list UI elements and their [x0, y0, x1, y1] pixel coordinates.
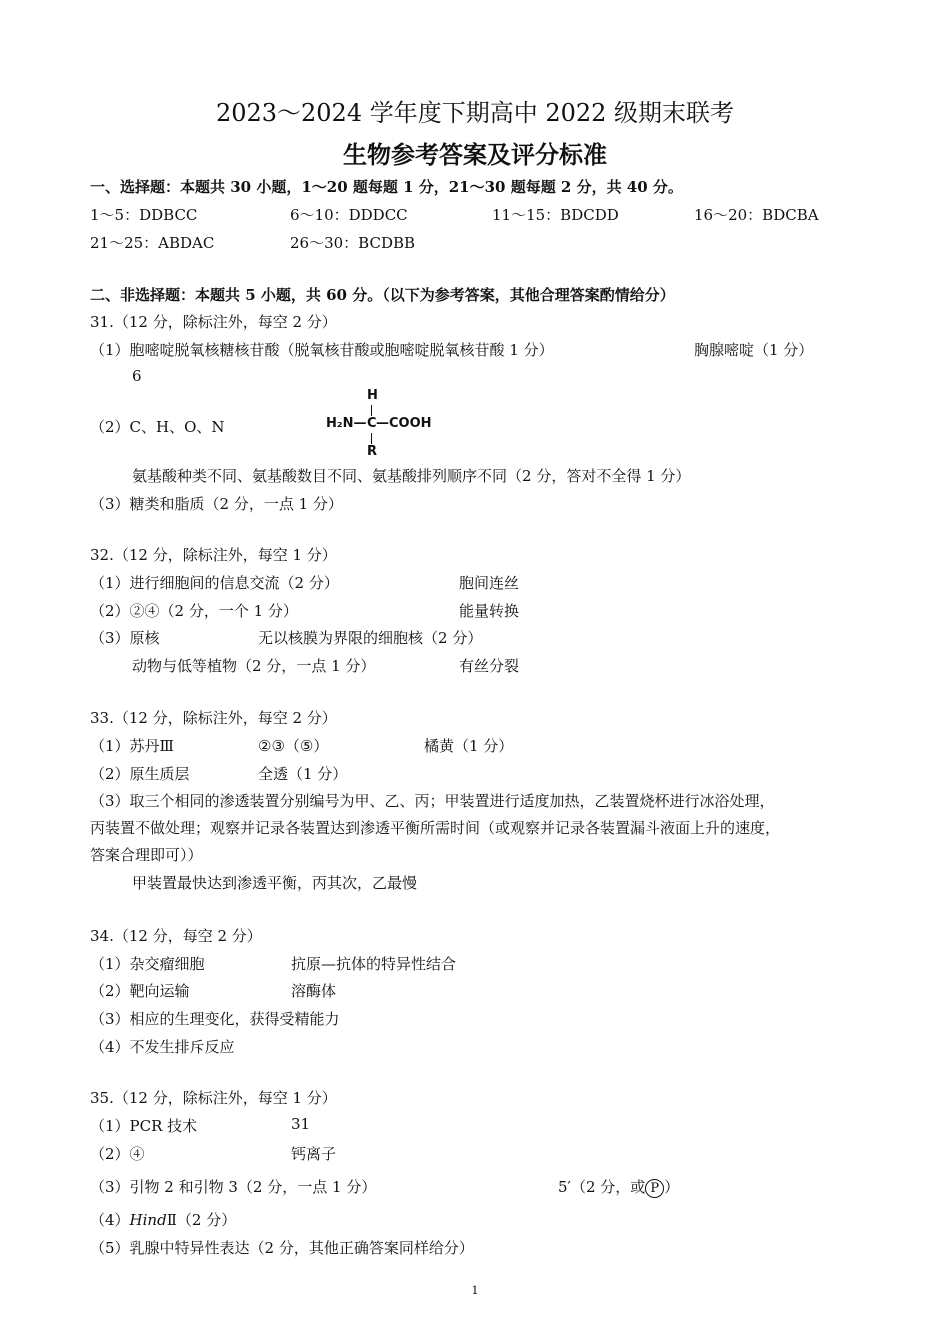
- q35-answer-3b: [558, 1176, 679, 1198]
- page-title-line1: 2023～2024 学年度下期高中 2022 级期末联考: [215, 99, 735, 127]
- answer-group: 1～5：DDBCC: [90, 206, 198, 224]
- section1-heading: 一、选择题：本题共 30 小题，1～20 题每题 1 分，21～30 题每题 2 分，共 40 分。: [90, 178, 683, 196]
- structure-bond-bottom: [371, 433, 372, 444]
- q35-heading: 35.（12 分，除标注外，每空 1 分）: [90, 1089, 337, 1107]
- structure-bond-top: [371, 405, 372, 416]
- q31-answer-2a: （2）C、H、O、N: [90, 418, 225, 436]
- page-title-line2: 生物参考答案及评分标准: [343, 140, 607, 169]
- q35-answer-4-suffix: Ⅱ（2 分）: [166, 1211, 237, 1229]
- q32-answer-1b: 胞间连丝: [459, 574, 520, 592]
- q35-answer-4: [90, 1209, 236, 1230]
- q33-answer-3b: 丙装置不做处理；观察并记录各装置达到渗透平衡所需时间（或观察并记录各装置漏斗液面上升的速度，: [90, 819, 781, 837]
- q33-answer-1b: ②③（⑤）: [258, 737, 329, 755]
- q32-answer-2a: （2）②④（2 分，一个 1 分）: [90, 602, 298, 620]
- q34-heading: 34.（12 分，每空 2 分）: [90, 927, 262, 945]
- q31-heading: 31.（12 分，除标注外，每空 2 分）: [90, 313, 337, 331]
- q33-answer-1c: 橘黄（1 分）: [424, 737, 514, 755]
- q34-answer-3: （3）相应的生理变化，获得受精能力: [90, 1010, 340, 1028]
- enzyme-name-italic: Hind: [129, 1211, 167, 1229]
- answer-group: 11～15：BDCDD: [492, 206, 619, 224]
- answer-group: 26～30：BCDBB: [290, 234, 416, 252]
- q32-answer-3a: （3）原核: [90, 629, 160, 647]
- q33-heading: 33.（12 分，除标注外，每空 2 分）: [90, 709, 337, 727]
- q32-answer-3b: 无以核膜为界限的细胞核（2 分）: [258, 629, 483, 647]
- q33-answer-4: 甲装置最快达到渗透平衡，丙其次，乙最慢: [132, 874, 418, 892]
- q32-answer-4a: 动物与低等植物（2 分，一点 1 分）: [132, 657, 376, 675]
- q32-answer-2b: 能量转换: [459, 602, 520, 620]
- q34-answer-2b: 溶酶体: [291, 982, 337, 1000]
- answer-group: 21～25：ABDAC: [90, 234, 215, 252]
- q33-answer-3a: （3）取三个相同的渗透装置分别编号为甲、乙、丙；甲装置进行适度加热，乙装置烧杯进行冰浴处理，: [90, 792, 775, 810]
- q31-answer-1c: 6: [132, 367, 142, 385]
- structure-left-group: H₂N—: [326, 416, 367, 431]
- structure-center-atom: C: [367, 416, 377, 431]
- section2-heading: 二、非选择题：本题共 5 小题，共 60 分。（以下为参考答案，其他合理答案酌情给分）: [90, 286, 675, 304]
- answer-group: 16～20：BDCBA: [694, 206, 819, 224]
- q34-answer-2a: （2）靶向运输: [90, 982, 190, 1000]
- structure-right-group: —COOH: [376, 416, 432, 431]
- q31-answer-3: （3）糖类和脂质（2 分，一点 1 分）: [90, 495, 343, 513]
- q35-answer-3b-close: ）: [664, 1178, 680, 1196]
- amino-acid-structure: [324, 388, 439, 460]
- q35-answer-2b: 钙离子: [291, 1145, 337, 1163]
- q35-answer-3a: （3）引物 2 和引物 3（2 分，一点 1 分）: [90, 1178, 377, 1196]
- q35-answer-1a: （1）PCR 技术: [90, 1117, 198, 1135]
- q33-answer-1a: （1）苏丹Ⅲ: [90, 737, 175, 755]
- q32-answer-4b: 有丝分裂: [459, 657, 520, 675]
- q33-answer-2a: （2）原生质层: [90, 765, 190, 783]
- q34-answer-1a: （1）杂交瘤细胞: [90, 955, 205, 973]
- q31-answer-1b: 胸腺嘧啶（1 分）: [694, 341, 814, 359]
- structure-bottom-group: R: [367, 444, 378, 459]
- q34-answer-4: （4）不发生排斥反应: [90, 1038, 235, 1056]
- q32-heading: 32.（12 分，除标注外，每空 1 分）: [90, 546, 337, 564]
- q35-answer-5: （5）乳腺中特异性表达（2 分，其他正确答案同样给分）: [90, 1239, 474, 1257]
- q35-answer-4-prefix: （4）: [90, 1211, 130, 1229]
- q31-answer-2b: 氨基酸种类不同、氨基酸数目不同、氨基酸排列顺序不同（2 分，答对不全得 1 分）: [132, 467, 691, 485]
- q33-answer-3c: 答案合理即可））: [90, 846, 203, 864]
- structure-top-atom: H: [367, 388, 378, 403]
- page-number: 1: [471, 1284, 479, 1297]
- q34-answer-1b: 抗原—抗体的特异性结合: [291, 955, 457, 973]
- circled-p-symbol: P: [645, 1179, 664, 1198]
- q32-answer-1a: （1）进行细胞间的信息交流（2 分）: [90, 574, 339, 592]
- q31-answer-1a: （1）胞嘧啶脱氧核糖核苷酸（脱氧核苷酸或胞嘧啶脱氧核苷酸 1 分）: [90, 341, 554, 359]
- answer-group: 6～10：DDDCC: [290, 206, 408, 224]
- q33-answer-2b: 全透（1 分）: [258, 765, 348, 783]
- q35-answer-1b: 31: [291, 1115, 311, 1133]
- q35-answer-2a: （2）④: [90, 1145, 145, 1163]
- q35-answer-3b-text: 5′（2 分，或: [558, 1178, 646, 1196]
